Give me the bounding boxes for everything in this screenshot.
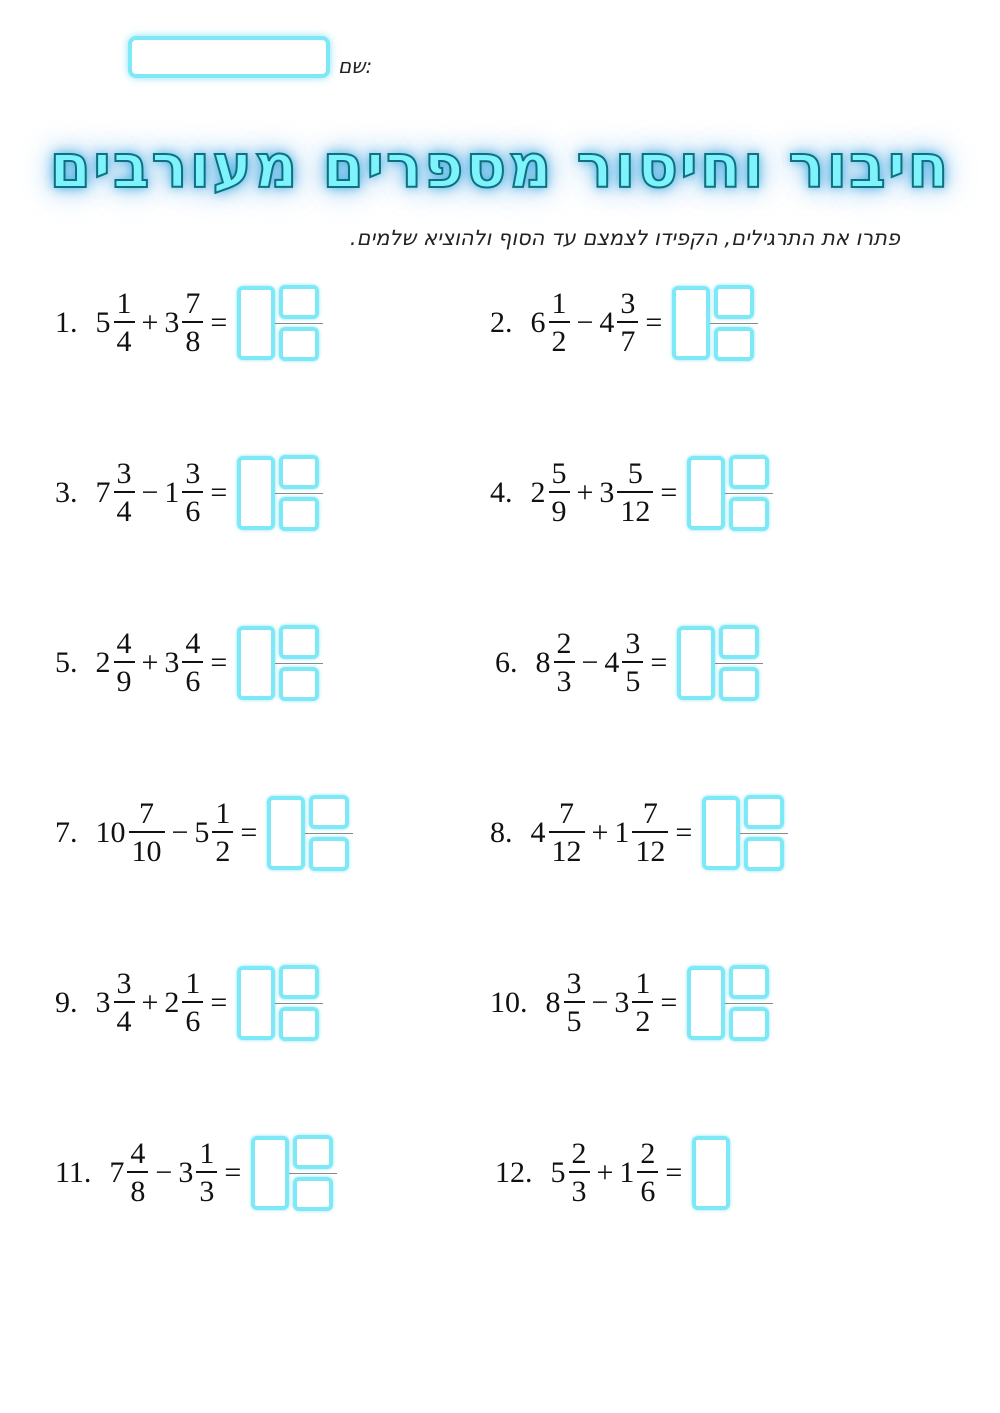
exercise-12 bbox=[495, 1128, 730, 1218]
fraction bbox=[617, 459, 653, 527]
mixed-number-b bbox=[164, 459, 204, 527]
answer-whole-input[interactable] bbox=[237, 966, 275, 1040]
fraction bbox=[569, 1139, 590, 1207]
answer-fraction bbox=[744, 795, 784, 871]
answer-denominator-input[interactable] bbox=[279, 667, 319, 701]
answer-area bbox=[702, 795, 784, 871]
answer-numerator-input[interactable] bbox=[279, 625, 319, 659]
operator: − bbox=[171, 816, 189, 849]
whole-part: 1 bbox=[619, 1156, 635, 1189]
answer-fraction bbox=[309, 795, 349, 871]
whole-part: 3 bbox=[599, 476, 615, 509]
answer-whole-input[interactable] bbox=[692, 1136, 730, 1210]
denominator: 3 bbox=[554, 661, 575, 697]
equals-sign: = bbox=[210, 476, 228, 509]
mixed-number-a bbox=[551, 1139, 591, 1207]
numerator: 1 bbox=[635, 967, 651, 1000]
operator: + bbox=[141, 646, 159, 679]
denominator: 12 bbox=[632, 831, 668, 867]
answer-area bbox=[251, 1135, 333, 1211]
exercise-9 bbox=[55, 958, 319, 1048]
answer-fraction bbox=[714, 285, 754, 361]
denominator: 2 bbox=[212, 831, 233, 867]
numerator: 4 bbox=[116, 627, 132, 660]
answer-whole-input[interactable] bbox=[251, 1136, 289, 1210]
answer-area bbox=[692, 1136, 730, 1210]
numerator: 3 bbox=[566, 967, 582, 1000]
answer-denominator-input[interactable] bbox=[744, 837, 784, 871]
exercise-11 bbox=[55, 1128, 333, 1218]
equals-sign: = bbox=[645, 306, 663, 339]
mixed-number-b bbox=[164, 289, 204, 357]
answer-whole-input[interactable] bbox=[237, 286, 275, 360]
answer-numerator-input[interactable] bbox=[714, 285, 754, 319]
fraction bbox=[549, 799, 585, 867]
denominator: 3 bbox=[569, 1171, 590, 1207]
answer-numerator-input[interactable] bbox=[309, 795, 349, 829]
operator: − bbox=[591, 986, 609, 1019]
mixed-number-a bbox=[109, 1139, 149, 1207]
numerator: 7 bbox=[559, 797, 574, 830]
mixed-number-a bbox=[531, 459, 571, 527]
operator: − bbox=[155, 1156, 173, 1189]
fraction bbox=[212, 799, 233, 867]
denominator: 12 bbox=[549, 831, 585, 867]
answer-numerator-input[interactable] bbox=[729, 965, 769, 999]
answer-denominator-input[interactable] bbox=[729, 497, 769, 531]
answer-whole-input[interactable] bbox=[672, 286, 710, 360]
numerator: 4 bbox=[185, 627, 201, 660]
equals-sign: = bbox=[660, 986, 678, 1019]
answer-area bbox=[672, 285, 754, 361]
whole-part: 1 bbox=[614, 816, 630, 849]
denominator: 2 bbox=[549, 321, 570, 357]
exercise-number: 1. bbox=[55, 306, 78, 339]
exercise-number: 5. bbox=[55, 646, 78, 679]
fraction bbox=[182, 289, 203, 357]
operator: + bbox=[141, 306, 159, 339]
exercise-number: 6. bbox=[495, 646, 518, 679]
answer-numerator-input[interactable] bbox=[744, 795, 784, 829]
exercise-number: 8. bbox=[490, 816, 513, 849]
numerator: 3 bbox=[116, 967, 132, 1000]
whole-part: 5 bbox=[95, 306, 111, 339]
denominator: 6 bbox=[637, 1171, 658, 1207]
whole-part: 7 bbox=[95, 476, 111, 509]
exercise-10 bbox=[490, 958, 769, 1048]
numerator: 7 bbox=[139, 797, 154, 830]
exercise-number: 9. bbox=[55, 986, 78, 1019]
mixed-number-b bbox=[614, 969, 654, 1037]
fraction bbox=[617, 289, 638, 357]
mixed-number-b bbox=[164, 969, 204, 1037]
fraction bbox=[114, 289, 135, 357]
answer-denominator-input[interactable] bbox=[309, 837, 349, 871]
whole-part: 3 bbox=[95, 986, 111, 1019]
answer-fraction bbox=[729, 965, 769, 1041]
denominator: 2 bbox=[632, 1001, 653, 1037]
answer-fraction bbox=[719, 625, 759, 701]
denominator: 7 bbox=[617, 321, 638, 357]
mixed-number-b bbox=[599, 289, 639, 357]
whole-part: 2 bbox=[530, 476, 546, 509]
answer-numerator-input[interactable] bbox=[719, 625, 759, 659]
mixed-number-a bbox=[96, 969, 136, 1037]
whole-part: 4 bbox=[599, 306, 615, 339]
operator: − bbox=[141, 476, 159, 509]
fraction bbox=[196, 1139, 217, 1207]
whole-part: 3 bbox=[614, 986, 630, 1019]
numerator: 7 bbox=[185, 287, 201, 320]
fraction bbox=[549, 459, 570, 527]
whole-part: 4 bbox=[604, 646, 620, 679]
mixed-number-a bbox=[96, 289, 136, 357]
answer-whole-input[interactable] bbox=[237, 456, 275, 530]
fraction bbox=[182, 459, 203, 527]
numerator: 1 bbox=[551, 287, 567, 320]
instructions-text: פתרו את התרגילים, הקפידו לצמצם עד הסוף ולהוציא שלמים. bbox=[349, 226, 900, 250]
mixed-number-a bbox=[96, 799, 166, 867]
worksheet-title: חיבור וחיסור מספרים מעורבים bbox=[49, 132, 951, 202]
fraction bbox=[129, 799, 165, 867]
denominator: 5 bbox=[564, 1001, 585, 1037]
equals-sign: = bbox=[660, 476, 678, 509]
denominator: 6 bbox=[182, 491, 203, 527]
whole-part: 3 bbox=[178, 1156, 194, 1189]
denominator: 9 bbox=[114, 661, 135, 697]
mixed-number-b bbox=[164, 629, 204, 697]
whole-part: 7 bbox=[109, 1156, 125, 1189]
denominator: 4 bbox=[114, 491, 135, 527]
equals-sign: = bbox=[210, 306, 228, 339]
whole-part: 8 bbox=[535, 646, 551, 679]
answer-fraction bbox=[279, 455, 319, 531]
answer-whole-input[interactable] bbox=[677, 626, 715, 700]
exercise-1 bbox=[55, 278, 319, 368]
numerator: 7 bbox=[642, 797, 658, 830]
whole-part: 3 bbox=[164, 646, 180, 679]
fraction bbox=[632, 799, 668, 867]
fraction bbox=[182, 629, 203, 697]
fraction bbox=[564, 969, 585, 1037]
fraction bbox=[637, 1139, 658, 1207]
exercise-number: 12. bbox=[495, 1156, 533, 1189]
fraction bbox=[632, 969, 653, 1037]
numerator: 1 bbox=[215, 797, 231, 830]
exercise-number: 11. bbox=[55, 1156, 92, 1189]
mixed-number-b bbox=[614, 799, 669, 867]
numerator: 4 bbox=[130, 1137, 146, 1170]
whole-part: 6 bbox=[530, 306, 546, 339]
equals-sign: = bbox=[240, 816, 258, 849]
mixed-number-b bbox=[619, 1139, 659, 1207]
denominator: 5 bbox=[622, 661, 643, 697]
answer-area bbox=[687, 965, 769, 1041]
numerator: 2 bbox=[571, 1137, 587, 1170]
exercise-number: 4. bbox=[490, 476, 513, 509]
denominator: 8 bbox=[127, 1171, 148, 1207]
whole-part: 5 bbox=[550, 1156, 566, 1189]
mixed-number-a bbox=[546, 969, 586, 1037]
answer-area bbox=[237, 965, 319, 1041]
whole-part: 8 bbox=[545, 986, 561, 1019]
equals-sign: = bbox=[675, 816, 693, 849]
mixed-number-b bbox=[194, 799, 234, 867]
answer-denominator-input[interactable] bbox=[279, 327, 319, 361]
name-label: שם: bbox=[338, 54, 373, 78]
operator: + bbox=[591, 816, 609, 849]
whole-part: 4 bbox=[530, 816, 546, 849]
answer-fraction bbox=[279, 965, 319, 1041]
denominator: 4 bbox=[114, 321, 135, 357]
denominator: 4 bbox=[114, 1001, 135, 1037]
operator: + bbox=[141, 986, 159, 1019]
answer-denominator-input[interactable] bbox=[293, 1177, 333, 1211]
answer-fraction bbox=[279, 625, 319, 701]
denominator: 6 bbox=[182, 661, 203, 697]
mixed-number-b bbox=[178, 1139, 218, 1207]
answer-denominator-input[interactable] bbox=[714, 327, 754, 361]
answer-area bbox=[267, 795, 349, 871]
exercise-8 bbox=[490, 788, 784, 878]
numerator: 1 bbox=[199, 1137, 215, 1170]
operator: + bbox=[576, 476, 594, 509]
answer-fraction bbox=[293, 1135, 333, 1211]
answer-whole-input[interactable] bbox=[687, 966, 725, 1040]
numerator: 3 bbox=[116, 457, 132, 490]
exercise-3 bbox=[55, 448, 319, 538]
mixed-number-a bbox=[536, 629, 576, 697]
numerator: 2 bbox=[556, 627, 572, 660]
answer-whole-input[interactable] bbox=[237, 626, 275, 700]
numerator: 1 bbox=[185, 967, 201, 1000]
answer-fraction bbox=[279, 285, 319, 361]
operator: + bbox=[596, 1156, 614, 1189]
numerator: 5 bbox=[551, 457, 567, 490]
mixed-number-a bbox=[531, 799, 586, 867]
equals-sign: = bbox=[650, 646, 668, 679]
operator: − bbox=[576, 306, 594, 339]
whole-part: 5 bbox=[194, 816, 210, 849]
mixed-number-a bbox=[96, 629, 136, 697]
mixed-number-b bbox=[604, 629, 644, 697]
whole-part: 2 bbox=[164, 986, 180, 1019]
equals-sign: = bbox=[210, 646, 228, 679]
equals-sign: = bbox=[665, 1156, 683, 1189]
denominator: 8 bbox=[182, 321, 203, 357]
denominator: 9 bbox=[549, 491, 570, 527]
answer-numerator-input[interactable] bbox=[279, 285, 319, 319]
fraction bbox=[114, 459, 135, 527]
denominator: 12 bbox=[617, 491, 653, 527]
answer-area bbox=[237, 455, 319, 531]
answer-area bbox=[237, 625, 319, 701]
exercise-number: 7. bbox=[55, 816, 78, 849]
answer-numerator-input[interactable] bbox=[293, 1135, 333, 1169]
numerator: 3 bbox=[625, 627, 641, 660]
equals-sign: = bbox=[224, 1156, 242, 1189]
exercise-2 bbox=[490, 278, 754, 368]
name-input[interactable] bbox=[128, 36, 330, 78]
answer-whole-input[interactable] bbox=[702, 796, 740, 870]
fraction bbox=[127, 1139, 148, 1207]
answer-area bbox=[677, 625, 759, 701]
whole-part: 2 bbox=[95, 646, 111, 679]
answer-fraction bbox=[729, 455, 769, 531]
numerator: 3 bbox=[185, 457, 201, 490]
exercise-number: 2. bbox=[490, 306, 513, 339]
fraction bbox=[554, 629, 575, 697]
mixed-number-a bbox=[531, 289, 571, 357]
answer-denominator-input[interactable] bbox=[279, 1007, 319, 1041]
exercise-7 bbox=[55, 788, 349, 878]
exercise-4 bbox=[490, 448, 769, 538]
answer-numerator-input[interactable] bbox=[279, 455, 319, 489]
whole-part: 1 bbox=[164, 476, 180, 509]
answer-numerator-input[interactable] bbox=[729, 455, 769, 489]
answer-whole-input[interactable] bbox=[267, 796, 305, 870]
answer-denominator-input[interactable] bbox=[279, 497, 319, 531]
fraction bbox=[622, 629, 643, 697]
exercise-number: 3. bbox=[55, 476, 78, 509]
mixed-number-b bbox=[599, 459, 654, 527]
denominator: 3 bbox=[196, 1171, 217, 1207]
fraction bbox=[549, 289, 570, 357]
answer-denominator-input[interactable] bbox=[729, 1007, 769, 1041]
equals-sign: = bbox=[210, 986, 228, 1019]
answer-whole-input[interactable] bbox=[687, 456, 725, 530]
answer-area bbox=[237, 285, 319, 361]
answer-numerator-input[interactable] bbox=[279, 965, 319, 999]
answer-denominator-input[interactable] bbox=[719, 667, 759, 701]
numerator: 2 bbox=[640, 1137, 656, 1170]
numerator: 3 bbox=[620, 287, 636, 320]
whole-part: 3 bbox=[164, 306, 180, 339]
numerator: 1 bbox=[116, 287, 132, 320]
mixed-number-a bbox=[96, 459, 136, 527]
answer-area bbox=[687, 455, 769, 531]
whole-part: 10 bbox=[95, 816, 126, 849]
operator: − bbox=[581, 646, 599, 679]
exercise-5 bbox=[55, 618, 319, 708]
numerator: 5 bbox=[627, 457, 643, 490]
exercise-6 bbox=[495, 618, 759, 708]
fraction bbox=[114, 629, 135, 697]
denominator: 10 bbox=[129, 831, 165, 867]
denominator: 6 bbox=[182, 1001, 203, 1037]
fraction bbox=[182, 969, 203, 1037]
exercise-number: 10. bbox=[490, 986, 528, 1019]
fraction bbox=[114, 969, 135, 1037]
